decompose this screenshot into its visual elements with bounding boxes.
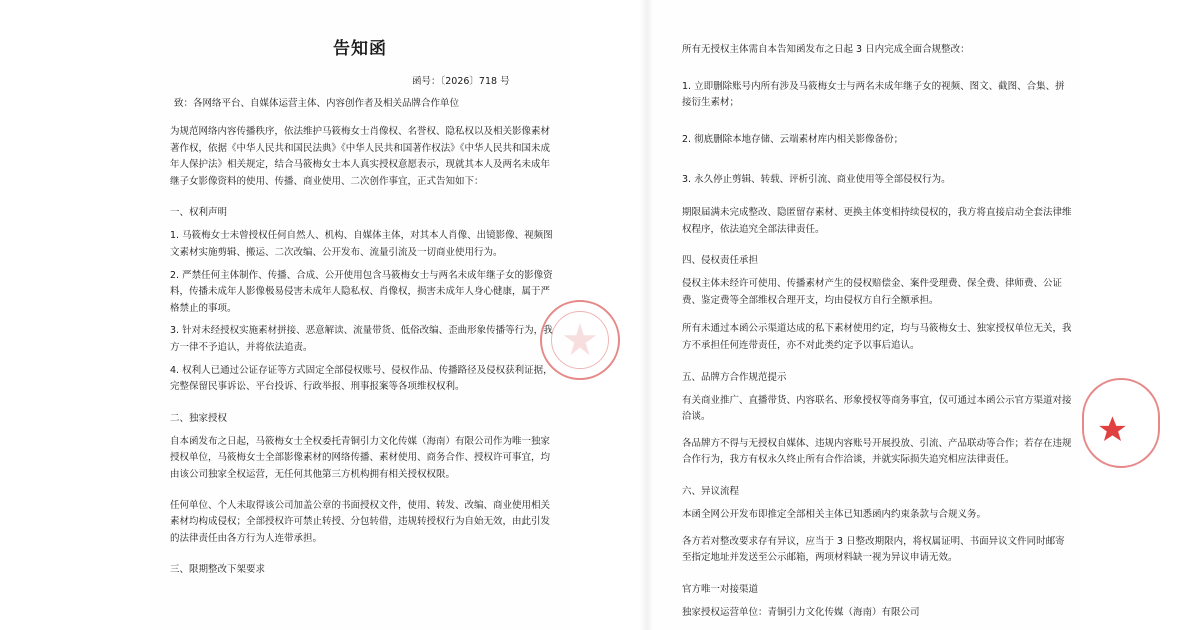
- channel-unit: 独家授权运营单位：青铜引力文化传媒（海南）有限公司: [682, 606, 920, 618]
- left-page: [150, 0, 570, 630]
- rights-item: 2. 严禁任何主体制作、传播、合成、公开使用包含马筱梅女士与两名未成年继子女的影像资料，传播未成年人影像极易侵害未成年人隐私权、肖像权，损害未成年人身心健康，属于严格禁止的事项。: [170, 269, 553, 314]
- brand-warning-paragraph: 各品牌方不得与无授权自媒体、违规内容账号开展投放、引流、产品联动等合作；若存在违规合作行为，我方有权永久终止所有合作洽谈，并就实际损失追究相应法律责任。: [682, 437, 1072, 466]
- document-number: 函号：〔2026〕718 号: [412, 76, 510, 87]
- intro-paragraph: 为规范网络内容传播秩序，依法维护马筱梅女士肖像权、名誉权、隐私权以及相关影像素材著作权，依据《中华人民共和国民法典》《中华人民共和国著作权法》《中华人民共和国未成年人保护法》相关规定，结合马筱梅女士本人真实授权意愿表示，现就其本人及两名未成年继子女影像资料的使用、传播、商业使用、二次创作事宜，正式告知如下：: [170, 126, 551, 187]
- company-seal-stamp: [540, 300, 620, 380]
- section-heading-rectification: 三、限期整改下架要求: [170, 564, 266, 576]
- objection-paragraph: 各方若对整改要求存有异议，应当于 3 日整改期限内，将权属证明、书面异议文件同时邮寄至指定地址并发送至公示邮箱，两项材料缺一视为异议申请无效。: [682, 535, 1065, 564]
- deadline-intro: 所有无授权主体需自本告知函发布之日起 3 日内完成全面合规整改：: [682, 44, 970, 55]
- section-heading-brand: 五、品牌方合作规范提示: [682, 371, 787, 383]
- addressee-line: 致：各网络平台、自媒体运营主体、内容创作者及相关品牌合作单位: [174, 98, 460, 109]
- rights-item: 3. 针对未经授权实施素材拼接、恶意解读、流量带货、低俗改编、歪曲形象传播等行为，我方一律不予追认，并将依法追责。: [170, 325, 553, 353]
- section-heading-liability: 四、侵权责任承担: [682, 255, 759, 267]
- rights-item: 4. 权利人已通过公证存证等方式固定全部侵权账号、侵权作品、传播路径及侵权获利证据，完整保留民事诉讼、平台投诉、行政举报、刑事报案等各项维权权利。: [170, 364, 553, 393]
- document-title: 告知函: [333, 39, 387, 59]
- section-heading-exclusive: 二、独家授权: [170, 412, 228, 424]
- unauthorized-paragraph: 任何单位、个人未取得该公司加盖公章的书面授权文件，使用、转发、改编、商业使用相关素材均构成侵权；全部授权许可禁止转授、分包转借，违规转授权行为自始无效，由此引发的法律责任由各方行为人连带承担。: [170, 499, 551, 544]
- section-heading-rights: 一、权利声明: [170, 207, 228, 219]
- right-page: [652, 0, 1080, 630]
- brand-channel-paragraph: 有关商业推广、直播带货、内容联名、形象授权等商务事宜，仅可通过本函公示官方渠道对接洽谈。: [682, 394, 1072, 423]
- publish-note: 本函全网公开发布即推定全部相关主体已知悉函内约束条款与合规义务。: [682, 508, 987, 520]
- company-seal-stamp: [1082, 378, 1160, 468]
- page-fold: [640, 0, 652, 630]
- liability-paragraph: 侵权主体未经许可使用、传播素材产生的侵权赔偿金、案件受理费、保全费、律师费、公证费、鉴定费等全部维权合理开支，均由侵权方自行全额承担。: [682, 278, 1063, 306]
- rectification-item: 3. 永久停止剪辑、转载、评析引流、商业使用等全部侵权行为。: [682, 174, 951, 186]
- section-heading-objection: 六、异议流程: [682, 485, 740, 497]
- rectification-item: 1. 立即删除账号内所有涉及马筱梅女士与两名未成年继子女的视频、图文、截图、合集、拼接衍生素材；: [682, 80, 1065, 109]
- expiry-note: 期限届满未完成整改、隐匿留存素材、更换主体变相持续侵权的，我方将直接启动全套法律维权程序，依法追究全部法律责任。: [682, 206, 1072, 235]
- channel-heading: 官方唯一对接渠道: [682, 583, 759, 595]
- left-body: [150, 124, 570, 575]
- exclusive-paragraph: 自本函发布之日起，马筱梅女士全权委托青铜引力文化传媒（海南）有限公司作为唯一独家授权单位，马筱梅女士全部影像素材的网络传播、素材使用、商务合作、授权许可事宜，均由该公司独家全权运营，无任何其他第三方机构拥有相关授权权限。: [170, 435, 551, 480]
- rights-item: 1. 马筱梅女士未曾授权任何自然人、机构、自媒体主体，对其本人肖像、出镜影像、视频图文素材实施剪辑、搬运、二次改编、公开发布、流量引流及一切商业使用行为。: [170, 230, 553, 258]
- rectification-item: 2. 彻底删除本地存储、云端素材库内相关影像备份；: [682, 133, 904, 145]
- right-body: [652, 42, 1080, 621]
- private-deals-paragraph: 所有未通过本函公示渠道达成的私下素材使用约定，均与马筱梅女士、独家授权单位无关，我方不承担任何连带责任，亦不对此类约定予以事后追认。: [682, 323, 1072, 351]
